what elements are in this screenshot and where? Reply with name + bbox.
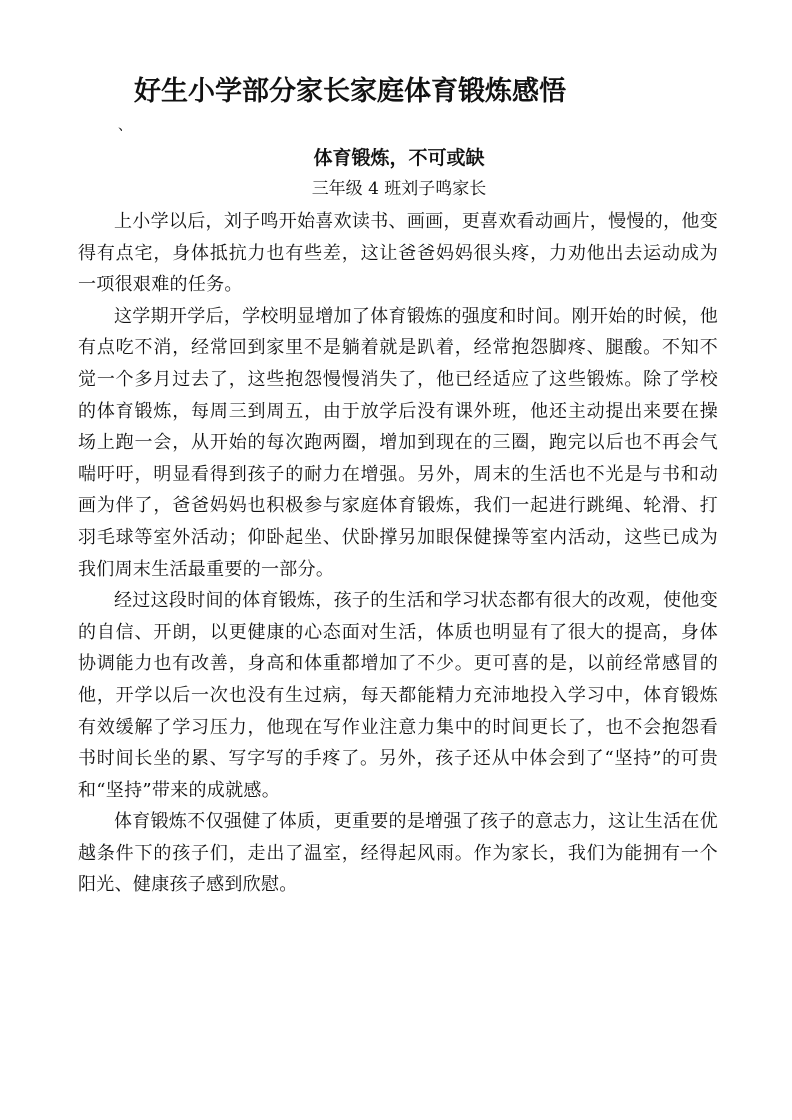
essay-body: [78, 206, 718, 901]
essay-title: 体育锻炼，不可或缺: [313, 147, 485, 169]
paragraph-2: 这学期开学后，学校明显增加了体育锻炼的强度和时间。刚开始的时候，他有点吃不消，经常回到家里不是躺着就是趴着，经常抱怨脚疼、腿酸。不知不觉一个多月过去了，这些抱怨慢慢消失了，他已经适应了这些锻炼。除了学校的体育锻炼，每周三到周五，由于放学后没有课外班，他还主动提出来要在操场上跑一会，从开始的每次跑两圈，增加到现在的三圈，跑完以后也不再会气喘吁吁，明显看得到孩子的耐力在增强。另外，周末的生活也不光是与书和动画为伴了，爸爸妈妈也积极参与家庭体育锻炼，我们一起进行跳绳、轮滑、打羽毛球等室外活动；仰卧起坐、伏卧撑另加眼保健操等室内活动，这些已成为我们周末生活最重要的一部分。: [78, 305, 718, 580]
paragraph-3: 经过这段时间的体育锻炼，孩子的生活和学习状态都有很大的改观，使他变的自信、开朗，以更健康的心态面对生活，体质也明显有了很大的提高，身体协调能力也有改善，身高和体重都增加了不少。更可喜的是，以前经常感冒的他，开学以后一次也没有生过病，每天都能精力充沛地投入学习中，体育锻炼有效缓解了学习压力，他现在写作业注意力集中的时间更长了，也不会抱怨看书时间长坐的累、写字写的手疼了。另外，孩子还从中体会到了“坚持”的可贵和“坚持”带来的成就感。: [78, 590, 718, 801]
stray-mark: 、: [118, 118, 132, 134]
author-line: 三年级 4 班刘子鸣家长: [311, 179, 487, 199]
document-title: 好生小学部分家长家庭体育锻炼感悟: [134, 76, 566, 107]
paragraph-1: 上小学以后，刘子鸣开始喜欢读书、画画，更喜欢看动画片，慢慢的，他变得有点宅，身体抵抗力也有些差，这让爸爸妈妈很头疼，力劝他出去运动成为一项很艰难的任务。: [78, 211, 718, 296]
paragraph-4: 体育锻炼不仅强健了体质，更重要的是增强了孩子的意志力，这让生活在优越条件下的孩子们，走出了温室，经得起风雨。作为家长，我们为能拥有一个阳光、健康孩子感到欣慰。: [78, 811, 718, 896]
